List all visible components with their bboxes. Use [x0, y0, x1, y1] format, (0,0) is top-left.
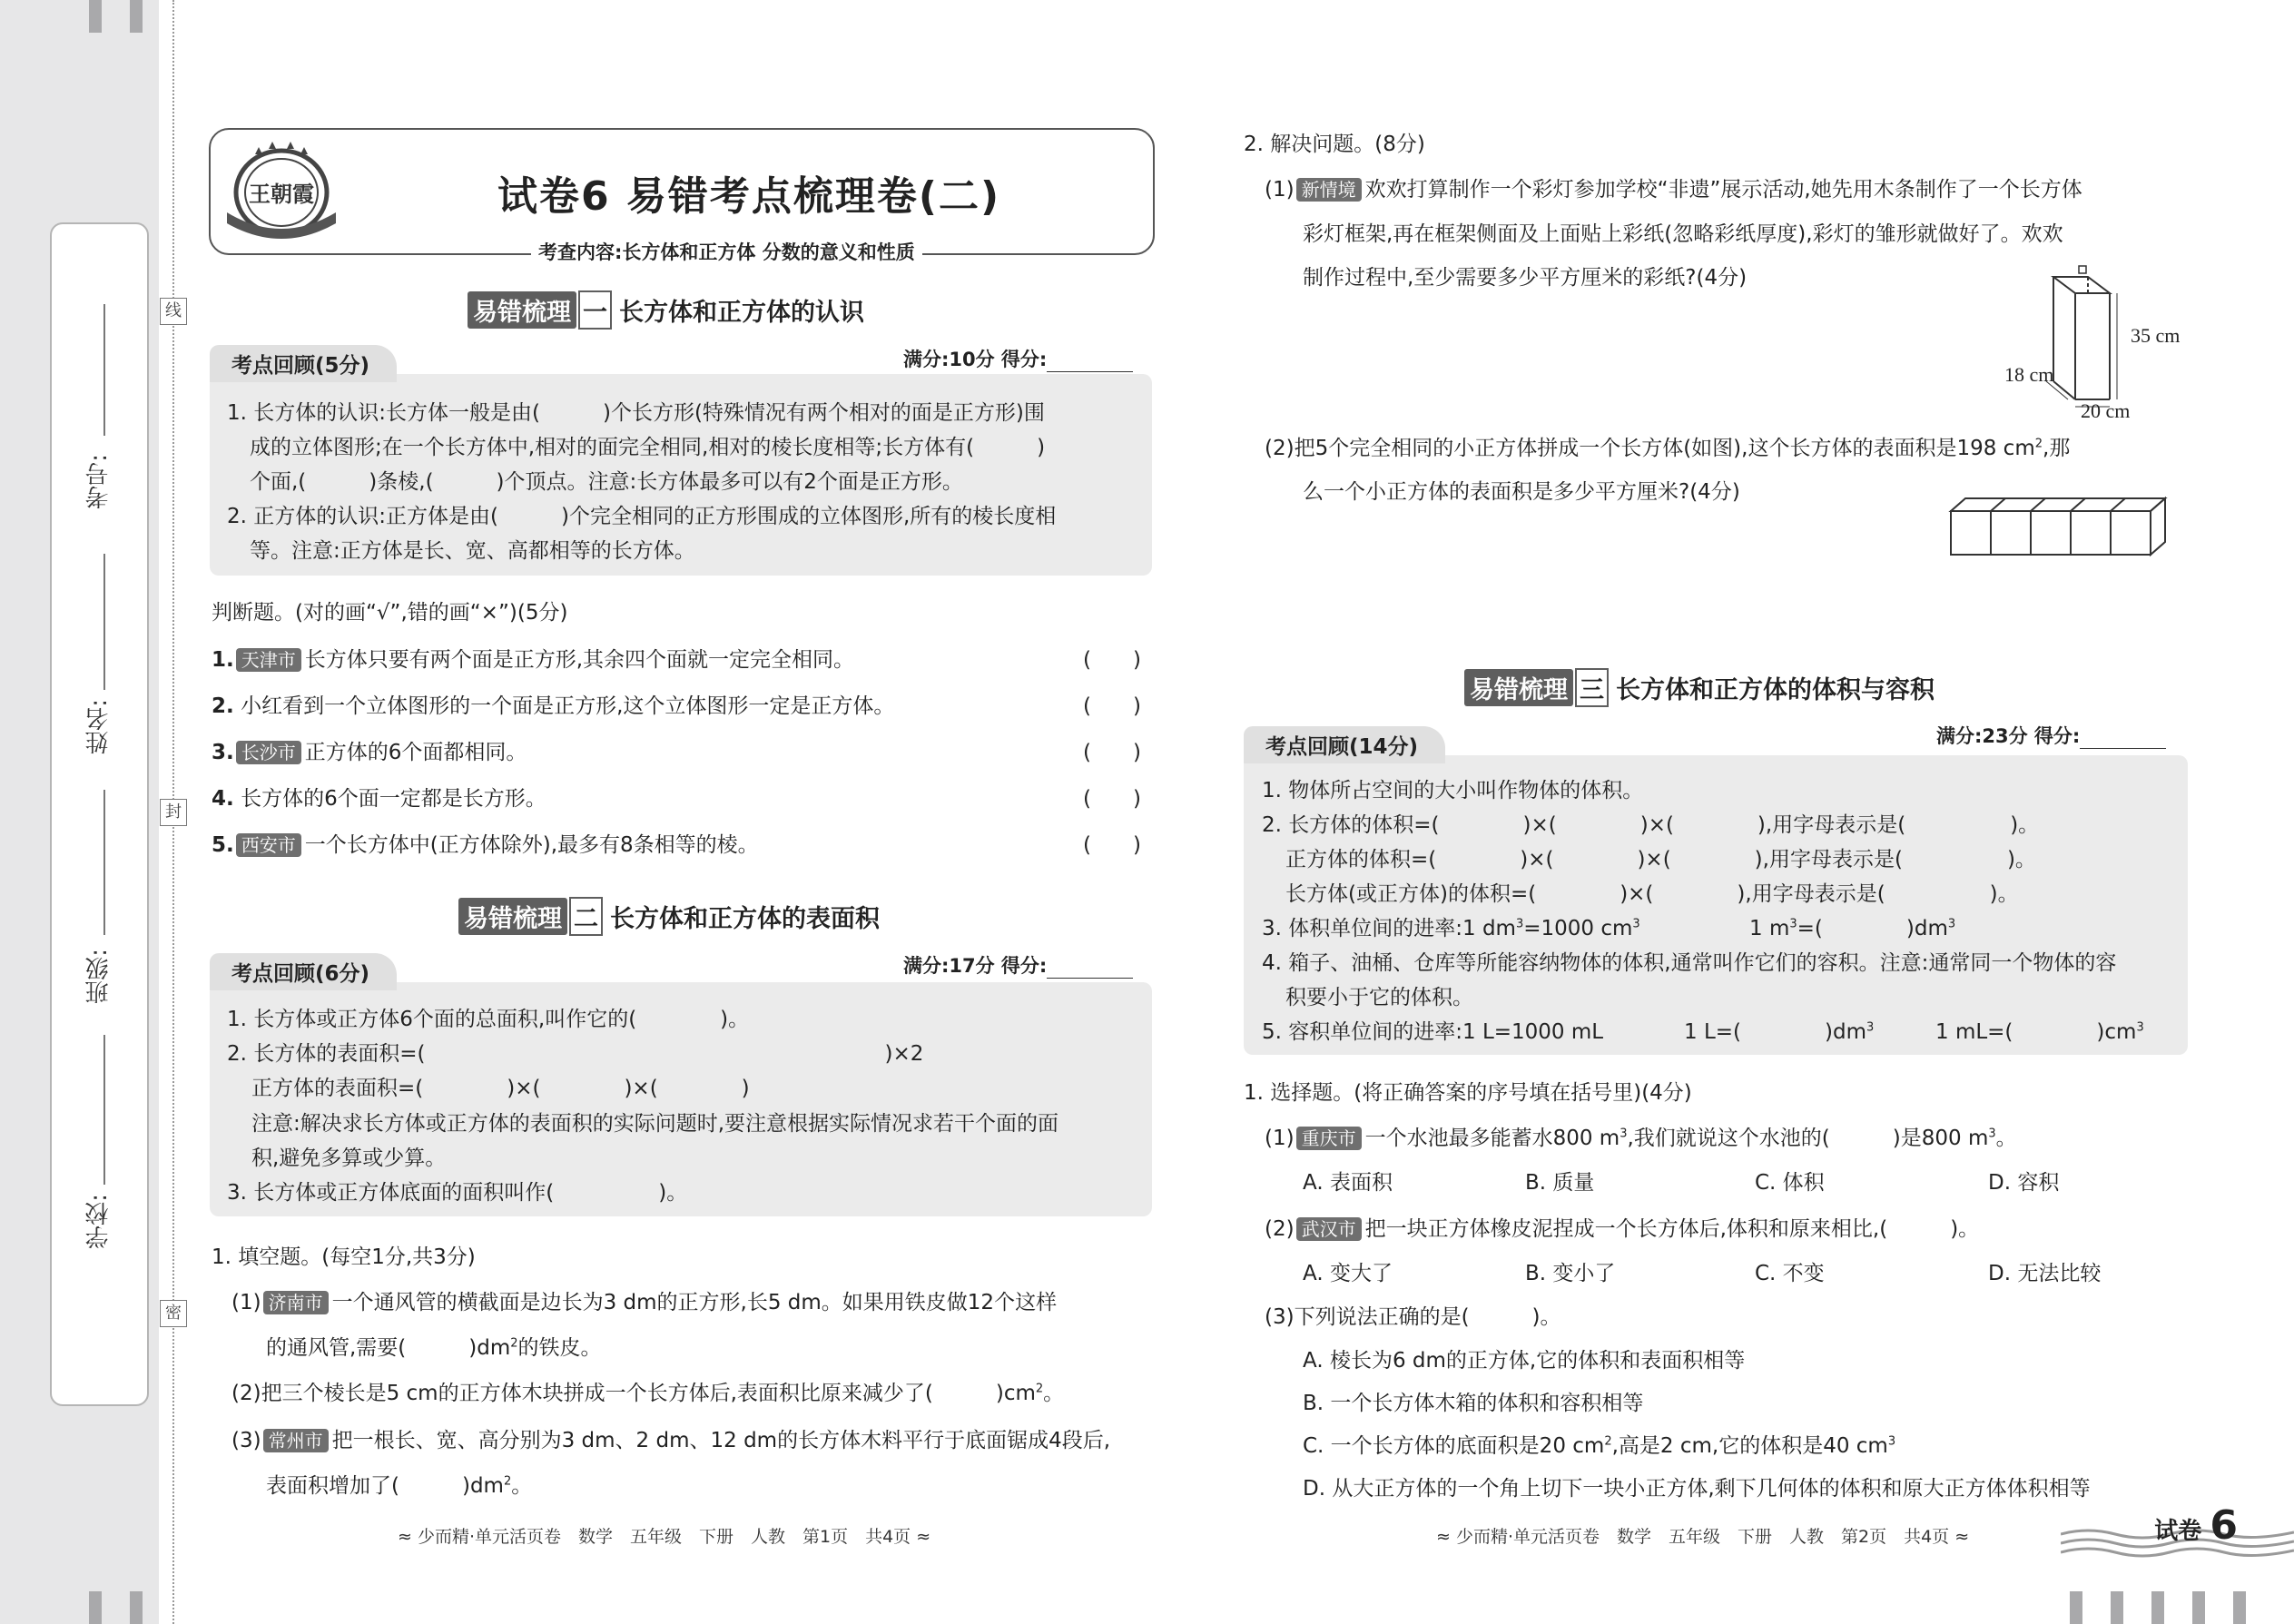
bottom-right-marker-2 [2111, 1591, 2123, 1624]
choice-2-opt-b[interactable]: B. 变小了 [1525, 1262, 1616, 1285]
label-xingming: 姓名: [85, 699, 113, 754]
s3-review-line6: 4. 箱子、油桶、仓库等所能容纳物体的体积,通常叫作它们的容积。注意:通常同一个物体的容 [1262, 951, 2117, 975]
label-banji: 班级: [85, 949, 113, 1004]
section2-heading: 易错梳理 二 长方体和正方体的表面积 [458, 897, 880, 936]
s3-review-line3: 正方体的体积=( )×( )×( ),用字母表示是( )。 [1285, 848, 2036, 871]
city-tag: 新情境 [1296, 178, 1362, 202]
solve-1b: 彩灯框架,再在框架侧面及上面贴上彩纸(忽略彩纸厚度),彩灯的雏形就做好了。欢欢 [1303, 222, 2063, 246]
judge-item-4: 4. 长方体的6个面一定都是长方形。 [212, 787, 546, 811]
s3-review-line8a: 5. 容积单位间的进率:1 L=1000 mL [1262, 1020, 1604, 1044]
choice-2: (2) 武汉市 把一块正方体橡皮泥捏成一个长方体后,体积和原来相比,( )。 [1265, 1217, 1980, 1241]
svg-text:王朝霞: 王朝霞 [249, 181, 314, 207]
s3-review-line2: 2. 长方体的体积=( )×( )×( ),用字母表示是( )。 [1262, 813, 2040, 837]
solve-2b: 么一个小正方体的表面积是多少平方厘米?(4分) [1303, 480, 1740, 504]
fill-item-1a: (1) 济南市 一个通风管的横截面是边长为3 dm的正方形,长5 dm。如果用铁皮做12个这样 [231, 1291, 1058, 1314]
choice-3-opt-a[interactable]: A. 棱长为6 dm的正方体,它的体积和表面积相等 [1303, 1349, 1746, 1373]
choice-3-opt-b[interactable]: B. 一个长方体木箱的体积和容积相等 [1303, 1392, 1644, 1415]
section1-heading [468, 290, 864, 330]
judge-answer-1[interactable]: ( ) [1083, 648, 1141, 672]
judge-item-3: 3. 长沙市 正方体的6个面都相同。 [212, 741, 527, 764]
box-height-label: 35 cm [2131, 324, 2181, 347]
choice-3: (3)下列说法正确的是( )。 [1265, 1305, 1561, 1329]
s3-review-line1: 1. 物体所占空间的大小叫作物体的体积。 [1262, 779, 1644, 802]
box-length-label: 20 cm [2081, 399, 2131, 422]
city-tag: 西安市 [236, 833, 301, 857]
top-marker-2 [130, 0, 143, 33]
page-label: 试卷 6 [2154, 1502, 2238, 1549]
solve-1a: (1) 新情境 欢欢打算制作一个彩灯参加学校“非遗”展示活动,她先用木条制作了一个长方体 [1265, 178, 2082, 202]
s3-review-line5a: 3. 体积单位间的进率:1 $dm^3=1000$ $cm^3$ [1262, 917, 1640, 940]
bottom-right-marker-4 [2192, 1591, 2205, 1624]
label-kaohao: 考号: [85, 454, 113, 509]
choice-2-opt-d[interactable]: D. 无法比较 [1988, 1262, 2102, 1285]
solve-title: 2. 解决问题。(8分) [1244, 133, 1425, 156]
city-tag: 长沙市 [236, 741, 301, 764]
line-xuexiao [103, 1035, 105, 1185]
choice-1-opt-d[interactable]: D. 容积 [1988, 1171, 2060, 1195]
fill-item-2: (2)把三个棱长是5 cm的正方体木块拼成一个长方体后,表面积比原来减少了( )$cm^2$。 [231, 1382, 1065, 1405]
fill-item-1b: 的通风管,需要( )$dm^2$的铁皮。 [266, 1336, 602, 1360]
s3-review-line5b: 1 $m^3=$( )$dm^3$ [1749, 917, 1956, 940]
section3-score: 满分:23分 得分: [1936, 722, 2166, 749]
s2-review-line4: 注意:解决求长方体或正方体的表面积的实际问题时,要注意根据实际情况求若干个面的面 [251, 1112, 1059, 1136]
judge-title: 判断题。(对的画“√”,错的画“×”)(5分) [212, 601, 568, 625]
choice-2-opt-c[interactable]: C. 不变 [1755, 1262, 1825, 1285]
bottom-right-marker-5 [2233, 1591, 2246, 1624]
fill-item-3a: (3) 常州市 把一根长、宽、高分别为3 dm、2 dm、12 dm的长方体木料平行于底面锯成4段后, [231, 1429, 1111, 1452]
choice-title: 1. 选择题。(将正确答案的序号填在括号里)(4分) [1244, 1081, 1692, 1105]
judge-answer-3[interactable]: ( ) [1083, 741, 1141, 764]
judge-answer-2[interactable]: ( ) [1083, 694, 1141, 718]
s2-review-line6: 3. 长方体或正方体底面的面积叫作( )。 [227, 1181, 688, 1205]
fill-title: 1. 填空题。(每空1分,共3分) [212, 1245, 476, 1269]
choice-1-opt-a[interactable]: A. 表面积 [1303, 1171, 1393, 1195]
choice-1-opt-c[interactable]: C. 体积 [1755, 1171, 1825, 1195]
cut-char-mi: 密 [160, 1300, 187, 1327]
s1-review-line3: 个面,( )条棱,( )个顶点。注意:长方体最多可以有2个面是正方形。 [250, 470, 963, 494]
s3-review-line8c: 1 mL=( )$cm^3$ [1935, 1020, 2144, 1044]
city-tag: 济南市 [263, 1291, 329, 1314]
choice-2-opt-a[interactable]: A. 变大了 [1303, 1262, 1393, 1285]
section1-review-tab: 考点回顾(5分) [210, 345, 397, 382]
footer-left: ≈ 少而精·单元活页卷 数学 五年级 下册 人教 第1页 共4页 ≈ [398, 1527, 931, 1547]
s1-review-line5: 等。注意:正方体是长、宽、高都相等的长方体。 [250, 539, 695, 563]
page-title: 试卷6 易错考点梳理卷(二) [497, 173, 1001, 220]
city-tag: 天津市 [236, 648, 301, 672]
s2-review-line5: 积,避免多算或少算。 [251, 1147, 447, 1170]
judge-answer-4[interactable]: ( ) [1083, 787, 1141, 811]
judge-item-5: 5. 西安市 一个长方体中(正方体除外),最多有8条相等的棱。 [212, 833, 759, 857]
section1-title: 长方体和正方体的认识 [619, 299, 864, 327]
s3-review-line4: 长方体(或正方体)的体积=( )×( ),用字母表示是( )。 [1285, 882, 2019, 906]
city-tag: 武汉市 [1296, 1217, 1362, 1241]
bottom-right-marker-3 [2151, 1591, 2164, 1624]
city-tag: 常州市 [263, 1429, 329, 1452]
s1-review-line2: 成的立体图形;在一个长方体中,相对的面完全相同,相对的棱长度相等;长方体有( ) [250, 436, 1046, 459]
bottom-marker-1 [89, 1591, 102, 1624]
s2-review-line1: 1. 长方体或正方体6个面的总面积,叫作它的( )。 [227, 1008, 750, 1031]
section2-review-tab: 考点回顾(6分) [210, 953, 397, 990]
footer-right: ≈ 少而精·单元活页卷 数学 五年级 下册 人教 第2页 共4页 ≈ [1436, 1527, 1970, 1547]
s3-review-line7: 积要小于它的体积。 [1285, 986, 1473, 1009]
s1-review-line1: 1. 长方体的认识:长方体一般是由( )个长方形(特殊情况有两个相对的面是正方形)围 [227, 401, 1045, 425]
line-xingming [103, 554, 105, 690]
cut-char-xian: 线 [160, 298, 187, 325]
choice-1-opt-b[interactable]: B. 质量 [1525, 1171, 1595, 1195]
choice-1: (1) 重庆市 一个水池最多能蓄水800 $m^3$,我们就说这个水池的( )是800 $m^3$。 [1265, 1127, 2017, 1150]
section1-tag: 易错梳理 [468, 291, 576, 329]
s1-review-line4: 2. 正方体的认识:正方体是由( )个完全相同的正方形围成的立体图形,所有的棱长度相 [227, 505, 1057, 528]
top-marker-1 [89, 0, 102, 33]
s2-review-line3: 正方体的表面积=( )×( )×( ) [251, 1077, 750, 1100]
bottom-right-marker-1 [2070, 1591, 2082, 1624]
line-kaohao [103, 304, 105, 436]
solve-1c: 制作过程中,至少需要多少平方厘米的彩纸?(4分) [1303, 266, 1748, 290]
s3-review-line8b: 1 L=( )$dm^3$ [1684, 1020, 1875, 1044]
box-width-label: 18 cm [2004, 363, 2054, 386]
five-cubes-figure [1947, 495, 2170, 558]
label-xuexiao: 学校: [85, 1194, 113, 1249]
city-tag: 重庆市 [1296, 1127, 1362, 1150]
bottom-marker-2 [130, 1591, 143, 1624]
section3-review-tab: 考点回顾(14分) [1244, 726, 1445, 763]
judge-answer-5[interactable]: ( ) [1083, 833, 1141, 857]
section3-heading: 易错梳理 三 长方体和正方体的体积与容积 [1464, 668, 1935, 707]
choice-3-opt-d[interactable]: D. 从大正方体的一个角上切下一块小正方体,剩下几何体的体积和原大正方体体积相等 [1303, 1477, 2091, 1501]
line-banji [103, 790, 105, 935]
judge-item-2: 2. 小红看到一个立体图形的一个面是正方形,这个立体图形一定是正方体。 [212, 694, 895, 718]
logo-seal [222, 136, 340, 243]
fill-item-3b: 表面积增加了( )$dm^2$。 [266, 1474, 533, 1498]
page-subtitle: 考查内容:长方体和正方体 分数的意义和性质 [531, 238, 922, 265]
s2-review-line2: 2. 长方体的表面积=( )×2 [227, 1042, 924, 1066]
cut-char-feng: 封 [160, 799, 187, 826]
judge-item-1: 1. 天津市 长方体只要有两个面是正方形,其余四个面就一定完全相同。 [212, 648, 855, 672]
section1-num: 一 [578, 290, 612, 330]
section2-score: 满分:17分 得分: [903, 951, 1133, 979]
solve-2a: (2)把5个完全相同的小正方体拼成一个长方体(如图),这个长方体的表面积是198 $cm^2$,那 [1265, 437, 2071, 460]
section1-score: 满分:10分 得分: [903, 345, 1133, 372]
choice-3-opt-c[interactable]: C. 一个长方体的底面积是20 $cm^2$,高是2 cm,它的体积是40 $cm^3$ [1303, 1434, 1896, 1458]
